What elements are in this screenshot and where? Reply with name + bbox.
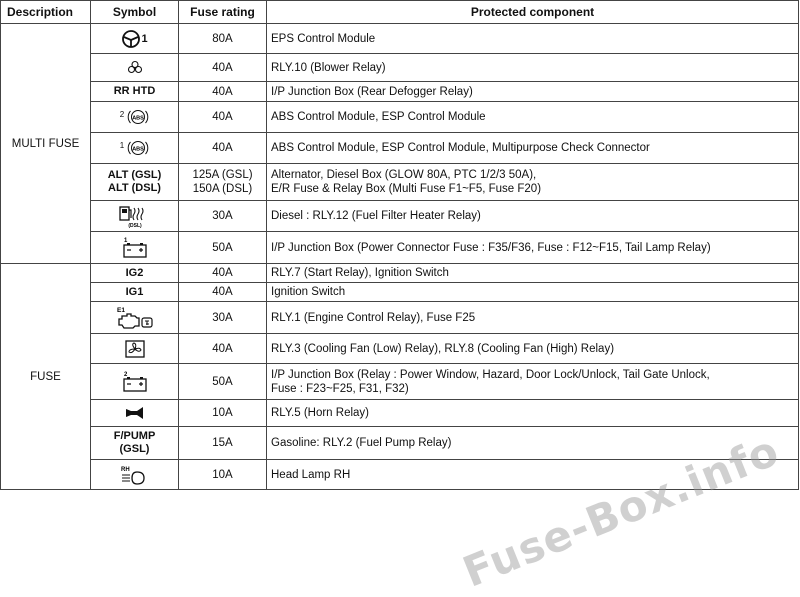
component-cell: RLY.3 (Cooling Fan (Low) Relay), RLY.8 (Cooling Fan (High) Relay) [267,334,799,364]
table-row [1,334,799,364]
symbol-cell [91,201,179,232]
component-cell: I/P Junction Box (Rear Defogger Relay) [267,82,799,102]
table-row [1,460,799,490]
rating-line: 125A (GSL) [192,169,253,181]
cooling-fan-icon [124,339,146,359]
component-cell: ABS Control Module, ESP Control Module, Multipurpose Check Connector [267,133,799,164]
group-fuse: FUSE [1,264,91,490]
rating-cell: 50A [179,232,267,264]
symbol-cell [91,364,179,400]
blower-fan-icon [127,60,143,76]
component-cell [267,164,799,201]
abs-icon [127,108,149,126]
symbol-cell [91,24,179,54]
fuel-heater-icon [118,204,152,228]
battery-icon [121,370,149,394]
table-row [1,24,799,54]
head-lamp-label: RH [120,466,130,473]
header-component: Protected component [267,1,799,24]
table-row [1,102,799,133]
symbol-number: 1 [141,32,148,45]
header-row [1,1,799,24]
head-lamp-icon [120,464,150,486]
header-rating: Fuse rating [179,1,267,24]
rating-cell: 30A [179,201,267,232]
table-row [1,54,799,82]
rating-cell: 40A [179,102,267,133]
table-row [1,264,799,283]
symbol-number: 2 [119,110,125,119]
abs-label: ABS [132,115,145,122]
symbol-cell [91,334,179,364]
symbol-line: (GSL) [119,443,150,455]
watermark: Fuse-Box.info [456,425,786,597]
symbol-number: 1 [119,141,125,150]
engine-label: E1 [116,306,125,314]
table-row [1,400,799,427]
component-cell: I/P Junction Box (Power Connector Fuse : F35/F36, Fuse : F12~F15, Tail Lamp Relay) [267,232,799,264]
rating-cell: 40A [179,133,267,164]
table-row [1,283,799,302]
rating-cell: 40A [179,82,267,102]
component-cell [267,364,799,400]
component-line: I/P Junction Box (Relay : Power Window, Hazard, Door Lock/Unlock, Tail Gate Unlock, [271,368,710,381]
abs-label: ABS [132,146,145,153]
battery-icon [121,236,149,260]
table-row [1,427,799,460]
engine-icon [115,305,155,331]
table-row [1,133,799,164]
rating-cell: 10A [179,460,267,490]
table-row [1,164,799,201]
fuel-heater-label: (DSL) [127,223,142,228]
component-cell: RLY.1 (Engine Control Relay), Fuse F25 [267,302,799,334]
rating-cell: 40A [179,264,267,283]
symbol-cell [91,54,179,82]
component-cell: Head Lamp RH [267,460,799,490]
rating-line: 150A (DSL) [192,183,253,195]
rating-cell: 30A [179,302,267,334]
component-cell: RLY.5 (Horn Relay) [267,400,799,427]
component-line: E/R Fuse & Relay Box (Multi Fuse F1~F5, Fuse F20) [271,183,542,195]
symbol-cell [91,232,179,264]
component-cell: Gasoline: RLY.2 (Fuel Pump Relay) [267,427,799,460]
table-row [1,364,799,400]
rating-cell [179,164,267,201]
rating-cell: 40A [179,334,267,364]
rating-cell: 40A [179,54,267,82]
rating-cell: 50A [179,364,267,400]
header-symbol: Symbol [91,1,179,24]
component-cell: RLY.7 (Start Relay), Ignition Switch [267,264,799,283]
table-row [1,82,799,102]
header-description: Description [1,1,91,24]
symbol-line: F/PUMP [113,430,156,442]
battery-number: 1 [123,237,127,244]
component-cell: ABS Control Module, ESP Control Module [267,102,799,133]
component-line: Fuse : F23~F25, F31, F32) [271,382,409,395]
rating-cell: 15A [179,427,267,460]
component-cell: Diesel : RLY.12 (Fuel Filter Heater Relay) [267,201,799,232]
component-cell: RLY.10 (Blower Relay) [267,54,799,82]
group-multi-fuse: MULTI FUSE [1,24,91,264]
table-row [1,201,799,232]
rating-cell: 10A [179,400,267,427]
component-cell: EPS Control Module [267,24,799,54]
rating-cell: 40A [179,283,267,302]
component-line: Alternator, Diesel Box (GLOW 80A, PTC 1/2/3 50A), [271,169,537,181]
steering-icon [121,29,141,49]
component-cell: Ignition Switch [267,283,799,302]
symbol-cell [91,427,179,460]
symbol-cell: IG1 [91,283,179,302]
symbol-line: ALT (GSL) [107,169,162,181]
abs-icon [127,139,149,157]
symbol-cell [91,302,179,334]
symbol-cell [91,400,179,427]
symbol-cell: IG2 [91,264,179,283]
symbol-cell: RR HTD [91,82,179,102]
symbol-cell [91,460,179,490]
table-row [1,232,799,264]
symbol-cell [91,102,179,133]
symbol-cell [91,133,179,164]
symbol-line: ALT (DSL) [108,182,161,194]
horn-icon [124,406,146,420]
table-row [1,302,799,334]
symbol-cell [91,164,179,201]
rating-cell: 80A [179,24,267,54]
battery-number: 2 [123,371,127,378]
